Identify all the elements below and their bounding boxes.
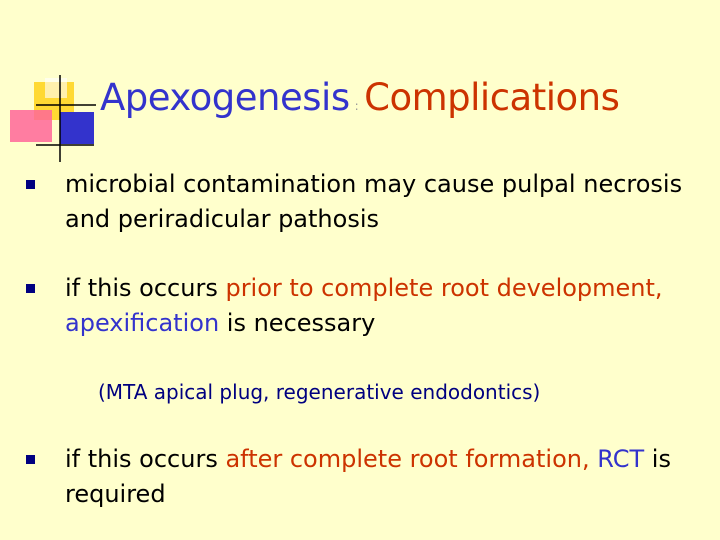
square-bullet-icon — [26, 284, 35, 293]
bullet-3-lead: if this occurs — [65, 445, 226, 473]
title-separator: : — [354, 99, 359, 113]
bullet-text-3 — [65, 442, 705, 512]
bullet-2-term: apexification — [65, 309, 220, 337]
slide-title — [100, 74, 619, 130]
title-main: Apexogenesis — [100, 76, 350, 119]
bullet-2-tail: is necessary — [219, 309, 376, 337]
bullet-2-highlight: prior to complete root development, — [225, 274, 663, 302]
bullet-text-1: microbial contamination may cause pulpal necrosis and periradicular pathosis — [65, 170, 683, 233]
bullet-2-lead: if this occurs — [65, 274, 226, 302]
square-bullet-icon — [26, 455, 35, 464]
bullet-text-2 — [65, 271, 705, 341]
decorative-blocks-logo — [0, 0, 110, 170]
sub-note: (MTA apical plug, regenerative endodontics) — [98, 380, 541, 404]
bullet-3-term: RCT — [597, 445, 645, 473]
title-subtitle: Complications — [364, 76, 620, 119]
bullet-3-tail: is required — [65, 445, 671, 508]
bullet-3-highlight: after complete root formation, — [225, 445, 590, 473]
square-bullet-icon — [26, 180, 35, 189]
